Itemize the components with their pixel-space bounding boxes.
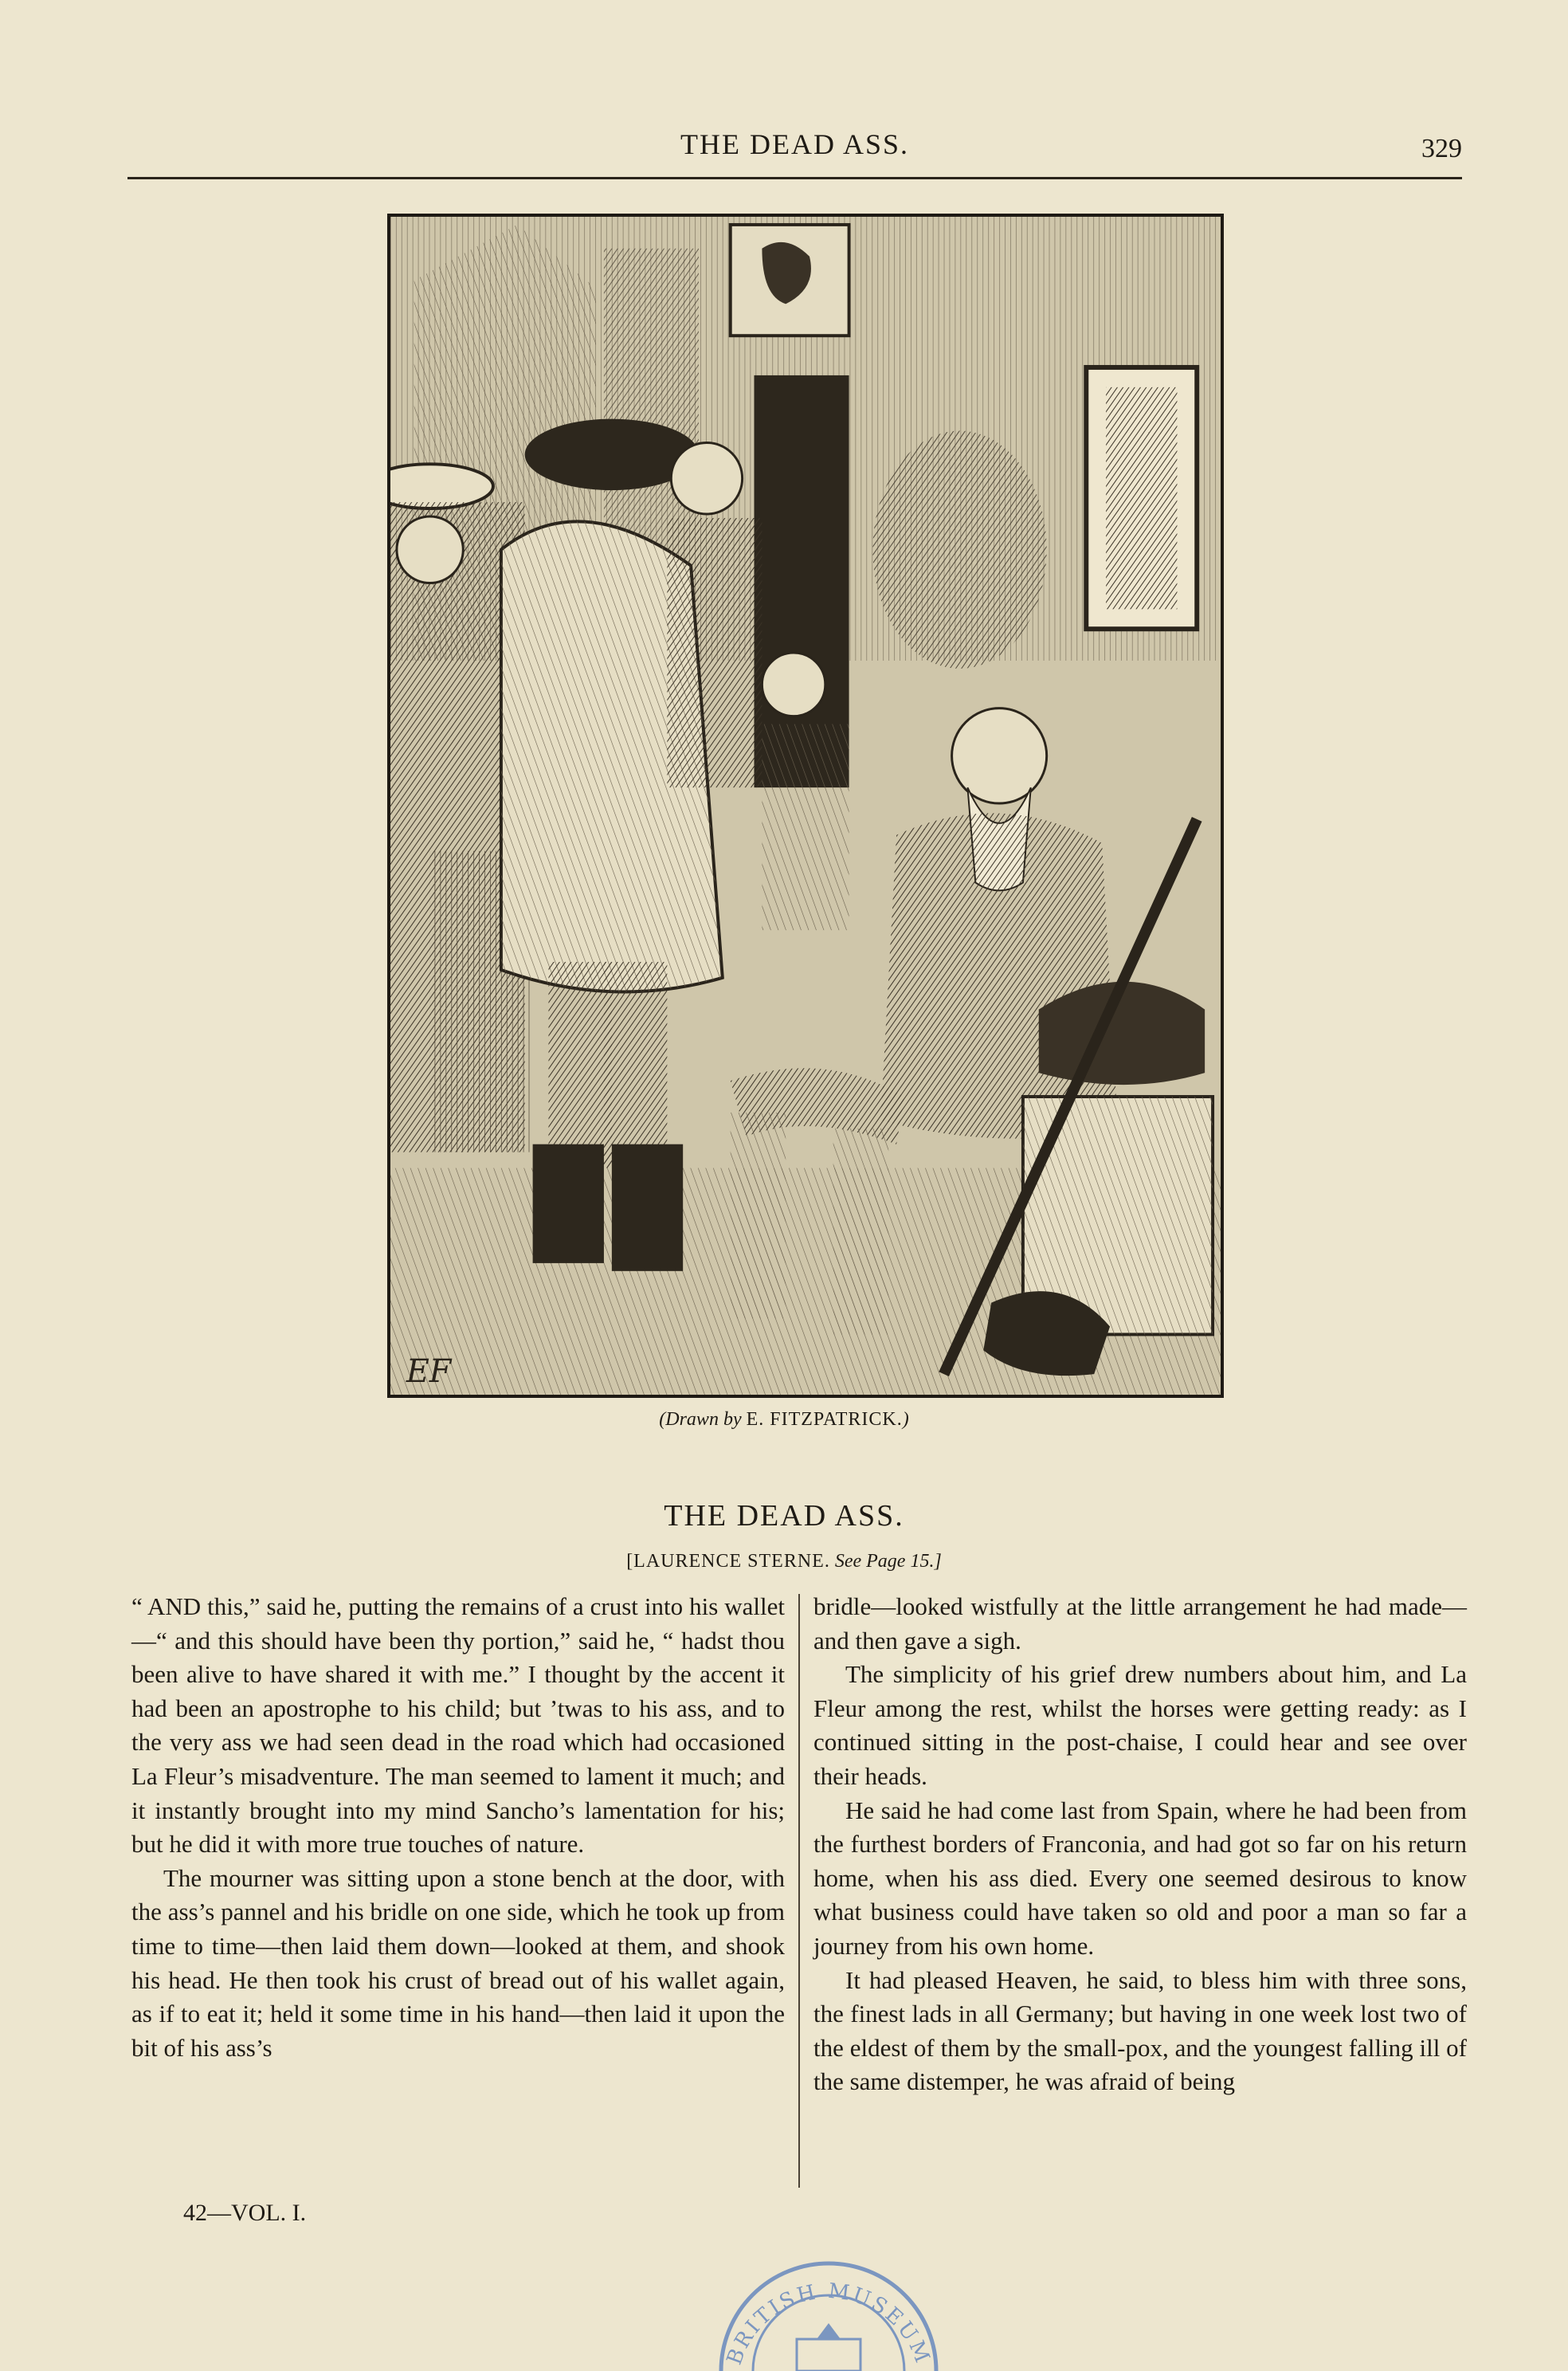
article-title: THE DEAD ASS.: [664, 1499, 904, 1533]
illustration-caption: [0, 1409, 1568, 1431]
engraving-drawing: [390, 217, 1221, 1395]
paragraph: It had pleased Heaven, he said, to bless him with three sons, the finest lads in all Germany; but having in one week lost two of the eldest of them by the small-pox, and the youngest falling ill of the same distemper, he was afraid of being: [813, 1965, 1467, 2096]
running-title: THE DEAD ASS.: [680, 128, 910, 160]
source-page-reference: See Page 15.]: [834, 1551, 942, 1572]
source-line: [0, 1551, 1568, 1572]
header-rule: [127, 177, 1462, 179]
caption-artist: E. FITZPATRICK.: [746, 1409, 903, 1430]
paragraph: “ AND this,” said he, putting the remains of a crust into his wallet—“ and this should have been thy portion,” said he, “ hadst thou been alive to have shared it with me.” I thought by the accent it had been an apostrophe to his child; but ’twas to his ass, and to the very ass we had seen dead in the road which had occasioned La Fleur’s misadventure. The man seemed to lament it much; and it instantly brought into my mind Sancho’s lamentation for his; but he did it with more true touches of nature.: [131, 1592, 785, 1859]
library-stamp: [709, 2243, 948, 2371]
source-author: [LAURENCE STERNE.: [626, 1551, 830, 1572]
column-divider: [798, 1594, 800, 2188]
running-head: [127, 120, 1462, 183]
signature-mark: 42—VOL. I.: [183, 2200, 307, 2226]
stamp-text: BRITISH MUSEUM: [722, 2279, 935, 2369]
text-column-left: [131, 1590, 785, 2065]
caption-open: (Drawn by: [659, 1409, 742, 1430]
paragraph: The mourner was sitting upon a stone bench at the door, with the ass’s pannel and his bridle on one side, which he took up from time to time—then laid them down—looked at them, and shook his head. He then took his crust of bread out of his wallet again, as if to eat it; held it some time in his hand—then laid it upon the bit of his ass’s: [131, 1863, 785, 2062]
engraving-illustration: [387, 214, 1224, 1398]
svg-text:EF: EF: [406, 1353, 452, 1391]
paragraph: The simplicity of his grief drew numbers about him, and La Fleur among the rest, whilst the horses were getting ready: as I continued sitting in the post-chaise, I could hear and see over their heads.: [813, 1660, 1467, 1790]
paragraph: He said he had come last from Spain, where he had been from the furthest borders of Franconia, and had got so far on his return home, when his ass died. Every one seemed desirous to know what business could have taken so old and poor a man so far a journey from his own home.: [813, 1796, 1467, 1960]
paragraph: bridle—looked wistfully at the little arrangement he had made—and then gave a sigh.: [813, 1592, 1467, 1655]
text-column-right: [813, 1590, 1467, 2099]
page-number: 329: [1421, 134, 1462, 163]
caption-close: ): [902, 1409, 909, 1430]
